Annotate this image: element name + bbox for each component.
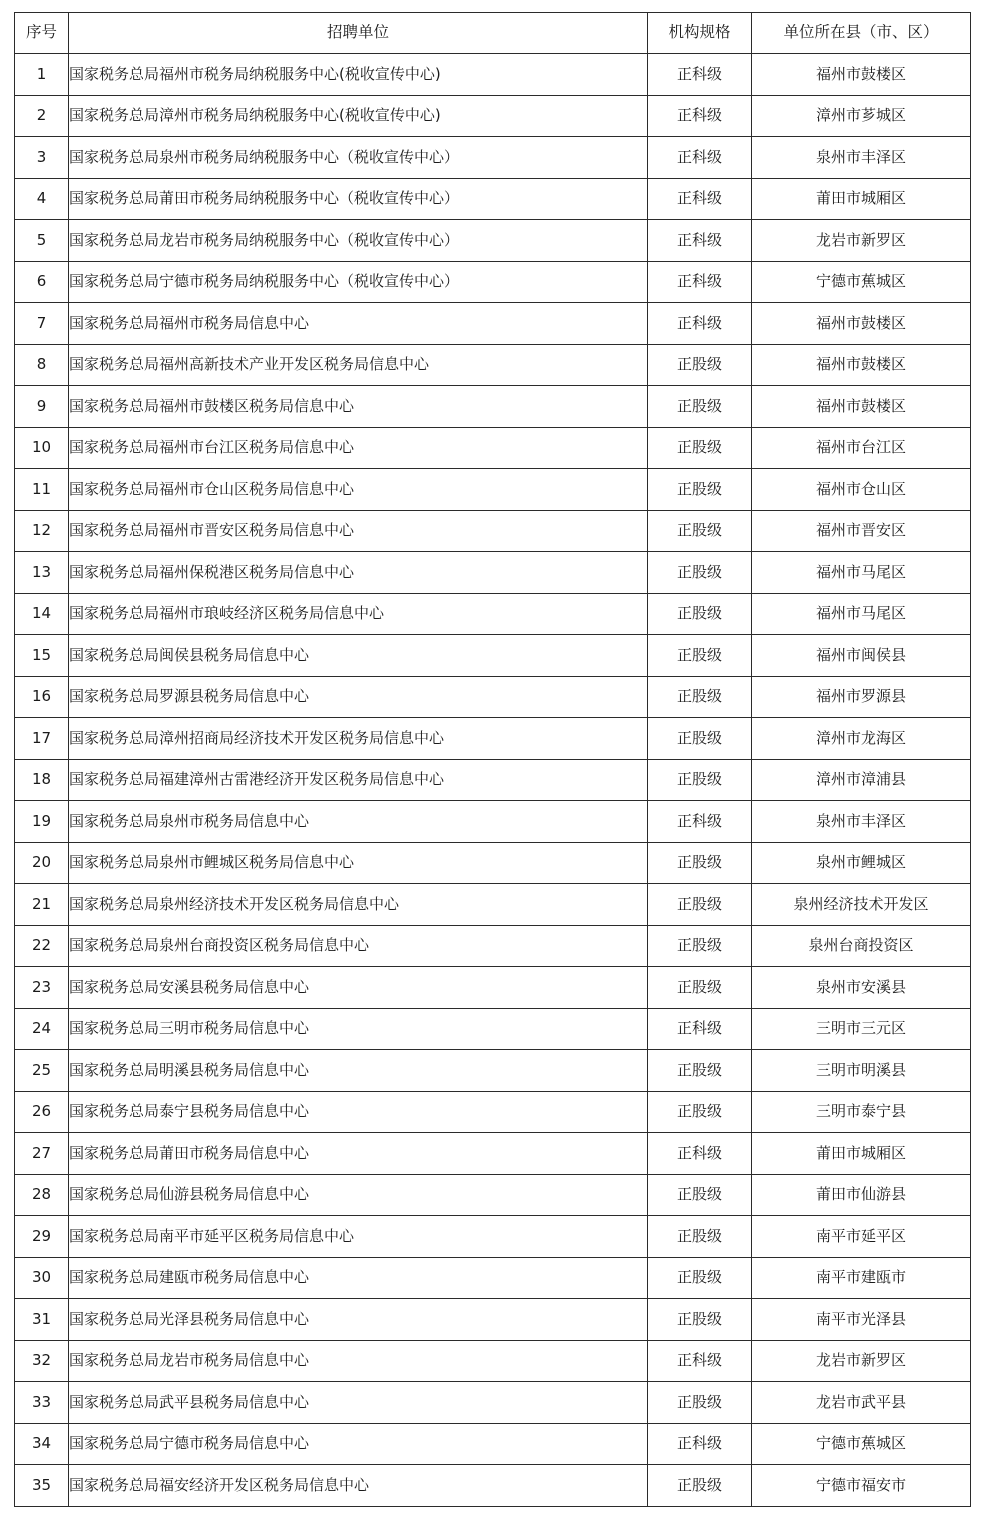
cell-level: 正股级 bbox=[648, 925, 752, 967]
cell-no: 7 bbox=[15, 303, 69, 345]
table-row bbox=[15, 178, 971, 220]
table-row bbox=[15, 510, 971, 552]
table-row bbox=[15, 344, 971, 386]
cell-location: 漳州市漳浦县 bbox=[752, 759, 971, 801]
cell-level: 正股级 bbox=[648, 344, 752, 386]
cell-no: 18 bbox=[15, 759, 69, 801]
cell-unit: 国家税务总局宁德市税务局信息中心 bbox=[69, 1423, 648, 1465]
cell-level: 正股级 bbox=[648, 427, 752, 469]
cell-location: 福州市鼓楼区 bbox=[752, 386, 971, 428]
cell-no: 34 bbox=[15, 1423, 69, 1465]
cell-no: 33 bbox=[15, 1382, 69, 1424]
table-row bbox=[15, 1008, 971, 1050]
cell-unit: 国家税务总局福州市税务局纳税服务中心(税收宣传中心) bbox=[69, 54, 648, 96]
cell-location: 福州市马尾区 bbox=[752, 593, 971, 635]
cell-no: 25 bbox=[15, 1050, 69, 1092]
table-row bbox=[15, 137, 971, 179]
table-row bbox=[15, 54, 971, 96]
table-row bbox=[15, 552, 971, 594]
cell-location: 泉州台商投资区 bbox=[752, 925, 971, 967]
cell-location: 福州市鼓楼区 bbox=[752, 344, 971, 386]
cell-unit: 国家税务总局龙岩市税务局纳税服务中心（税收宣传中心） bbox=[69, 220, 648, 262]
cell-no: 20 bbox=[15, 842, 69, 884]
table-row bbox=[15, 1050, 971, 1092]
cell-location: 三明市三元区 bbox=[752, 1008, 971, 1050]
cell-no: 27 bbox=[15, 1133, 69, 1175]
cell-unit: 国家税务总局泰宁县税务局信息中心 bbox=[69, 1091, 648, 1133]
cell-no: 28 bbox=[15, 1174, 69, 1216]
cell-unit: 国家税务总局南平市延平区税务局信息中心 bbox=[69, 1216, 648, 1258]
cell-no: 16 bbox=[15, 676, 69, 718]
cell-no: 35 bbox=[15, 1465, 69, 1507]
table-row bbox=[15, 635, 971, 677]
table-row bbox=[15, 593, 971, 635]
cell-unit: 国家税务总局福安经济开发区税务局信息中心 bbox=[69, 1465, 648, 1507]
cell-level: 正科级 bbox=[648, 801, 752, 843]
cell-level: 正股级 bbox=[648, 386, 752, 428]
cell-level: 正科级 bbox=[648, 1423, 752, 1465]
cell-level: 正股级 bbox=[648, 1465, 752, 1507]
cell-no: 26 bbox=[15, 1091, 69, 1133]
cell-unit: 国家税务总局建瓯市税务局信息中心 bbox=[69, 1257, 648, 1299]
cell-no: 5 bbox=[15, 220, 69, 262]
cell-level: 正股级 bbox=[648, 759, 752, 801]
cell-level: 正科级 bbox=[648, 1008, 752, 1050]
cell-unit: 国家税务总局三明市税务局信息中心 bbox=[69, 1008, 648, 1050]
cell-location: 泉州市鲤城区 bbox=[752, 842, 971, 884]
cell-level: 正股级 bbox=[648, 1257, 752, 1299]
cell-level: 正股级 bbox=[648, 469, 752, 511]
cell-location: 漳州市芗城区 bbox=[752, 95, 971, 137]
cell-level: 正股级 bbox=[648, 718, 752, 760]
table-row bbox=[15, 925, 971, 967]
table-row bbox=[15, 427, 971, 469]
table-header bbox=[15, 13, 971, 54]
cell-location: 南平市建瓯市 bbox=[752, 1257, 971, 1299]
cell-level: 正股级 bbox=[648, 1091, 752, 1133]
cell-level: 正股级 bbox=[648, 967, 752, 1009]
cell-location: 三明市泰宁县 bbox=[752, 1091, 971, 1133]
cell-unit: 国家税务总局仙游县税务局信息中心 bbox=[69, 1174, 648, 1216]
cell-no: 17 bbox=[15, 718, 69, 760]
cell-no: 30 bbox=[15, 1257, 69, 1299]
cell-no: 22 bbox=[15, 925, 69, 967]
cell-location: 泉州经济技术开发区 bbox=[752, 884, 971, 926]
table-row bbox=[15, 1299, 971, 1341]
cell-unit: 国家税务总局泉州经济技术开发区税务局信息中心 bbox=[69, 884, 648, 926]
cell-unit: 国家税务总局莆田市税务局信息中心 bbox=[69, 1133, 648, 1175]
cell-no: 12 bbox=[15, 510, 69, 552]
table-row bbox=[15, 1465, 971, 1507]
cell-location: 龙岩市新罗区 bbox=[752, 220, 971, 262]
cell-location: 福州市鼓楼区 bbox=[752, 54, 971, 96]
cell-level: 正科级 bbox=[648, 1133, 752, 1175]
cell-unit: 国家税务总局莆田市税务局纳税服务中心（税收宣传中心） bbox=[69, 178, 648, 220]
cell-unit: 国家税务总局福州市税务局信息中心 bbox=[69, 303, 648, 345]
cell-level: 正股级 bbox=[648, 1174, 752, 1216]
cell-no: 14 bbox=[15, 593, 69, 635]
header-level: 机构规格 bbox=[648, 13, 752, 54]
cell-no: 3 bbox=[15, 137, 69, 179]
cell-no: 4 bbox=[15, 178, 69, 220]
cell-level: 正科级 bbox=[648, 54, 752, 96]
cell-level: 正股级 bbox=[648, 510, 752, 552]
cell-level: 正股级 bbox=[648, 593, 752, 635]
table-row bbox=[15, 220, 971, 262]
cell-no: 19 bbox=[15, 801, 69, 843]
cell-unit: 国家税务总局泉州市鲤城区税务局信息中心 bbox=[69, 842, 648, 884]
table-row bbox=[15, 759, 971, 801]
cell-no: 8 bbox=[15, 344, 69, 386]
cell-no: 24 bbox=[15, 1008, 69, 1050]
table-row bbox=[15, 842, 971, 884]
cell-level: 正股级 bbox=[648, 884, 752, 926]
cell-unit: 国家税务总局漳州市税务局纳税服务中心(税收宣传中心) bbox=[69, 95, 648, 137]
cell-location: 福州市仓山区 bbox=[752, 469, 971, 511]
table-row bbox=[15, 95, 971, 137]
cell-unit: 国家税务总局福州市晋安区税务局信息中心 bbox=[69, 510, 648, 552]
cell-unit: 国家税务总局福州市琅岐经济区税务局信息中心 bbox=[69, 593, 648, 635]
table-row bbox=[15, 718, 971, 760]
cell-level: 正股级 bbox=[648, 676, 752, 718]
cell-level: 正科级 bbox=[648, 137, 752, 179]
recruitment-table bbox=[14, 12, 971, 1507]
cell-location: 福州市台江区 bbox=[752, 427, 971, 469]
cell-level: 正股级 bbox=[648, 1299, 752, 1341]
cell-location: 福州市马尾区 bbox=[752, 552, 971, 594]
cell-location: 福州市晋安区 bbox=[752, 510, 971, 552]
cell-unit: 国家税务总局漳州招商局经济技术开发区税务局信息中心 bbox=[69, 718, 648, 760]
cell-no: 31 bbox=[15, 1299, 69, 1341]
cell-location: 三明市明溪县 bbox=[752, 1050, 971, 1092]
cell-no: 13 bbox=[15, 552, 69, 594]
cell-unit: 国家税务总局安溪县税务局信息中心 bbox=[69, 967, 648, 1009]
cell-location: 龙岩市新罗区 bbox=[752, 1340, 971, 1382]
cell-unit: 国家税务总局光泽县税务局信息中心 bbox=[69, 1299, 648, 1341]
table-row bbox=[15, 1216, 971, 1258]
cell-location: 南平市光泽县 bbox=[752, 1299, 971, 1341]
cell-no: 1 bbox=[15, 54, 69, 96]
cell-location: 龙岩市武平县 bbox=[752, 1382, 971, 1424]
cell-unit: 国家税务总局泉州市税务局信息中心 bbox=[69, 801, 648, 843]
table-row bbox=[15, 1257, 971, 1299]
cell-level: 正股级 bbox=[648, 842, 752, 884]
table-row bbox=[15, 1340, 971, 1382]
cell-location: 莆田市城厢区 bbox=[752, 178, 971, 220]
header-no: 序号 bbox=[15, 13, 69, 54]
cell-no: 6 bbox=[15, 261, 69, 303]
cell-unit: 国家税务总局罗源县税务局信息中心 bbox=[69, 676, 648, 718]
cell-level: 正科级 bbox=[648, 303, 752, 345]
header-row bbox=[15, 13, 971, 54]
cell-no: 21 bbox=[15, 884, 69, 926]
table-row bbox=[15, 1174, 971, 1216]
cell-level: 正科级 bbox=[648, 178, 752, 220]
cell-no: 32 bbox=[15, 1340, 69, 1382]
table-row bbox=[15, 469, 971, 511]
table-row bbox=[15, 1091, 971, 1133]
cell-level: 正股级 bbox=[648, 552, 752, 594]
table-row bbox=[15, 967, 971, 1009]
table-body bbox=[15, 54, 971, 1507]
table-row bbox=[15, 303, 971, 345]
cell-level: 正股级 bbox=[648, 635, 752, 677]
cell-unit: 国家税务总局泉州台商投资区税务局信息中心 bbox=[69, 925, 648, 967]
cell-no: 29 bbox=[15, 1216, 69, 1258]
cell-unit: 国家税务总局福州高新技术产业开发区税务局信息中心 bbox=[69, 344, 648, 386]
table-row bbox=[15, 1382, 971, 1424]
recruitment-table-sheet bbox=[14, 12, 970, 1507]
cell-location: 泉州市丰泽区 bbox=[752, 137, 971, 179]
cell-location: 泉州市丰泽区 bbox=[752, 801, 971, 843]
cell-unit: 国家税务总局福州市台江区税务局信息中心 bbox=[69, 427, 648, 469]
table-row bbox=[15, 801, 971, 843]
cell-location: 泉州市安溪县 bbox=[752, 967, 971, 1009]
cell-location: 福州市闽侯县 bbox=[752, 635, 971, 677]
cell-location: 福州市鼓楼区 bbox=[752, 303, 971, 345]
table-row bbox=[15, 676, 971, 718]
cell-level: 正股级 bbox=[648, 1216, 752, 1258]
cell-no: 2 bbox=[15, 95, 69, 137]
cell-location: 福州市罗源县 bbox=[752, 676, 971, 718]
cell-unit: 国家税务总局福州保税港区税务局信息中心 bbox=[69, 552, 648, 594]
cell-unit: 国家税务总局武平县税务局信息中心 bbox=[69, 1382, 648, 1424]
table-row bbox=[15, 1133, 971, 1175]
cell-location: 宁德市福安市 bbox=[752, 1465, 971, 1507]
table-row bbox=[15, 261, 971, 303]
cell-level: 正科级 bbox=[648, 261, 752, 303]
cell-level: 正股级 bbox=[648, 1382, 752, 1424]
table-row bbox=[15, 1423, 971, 1465]
cell-unit: 国家税务总局泉州市税务局纳税服务中心（税收宣传中心） bbox=[69, 137, 648, 179]
cell-no: 11 bbox=[15, 469, 69, 511]
cell-no: 15 bbox=[15, 635, 69, 677]
cell-level: 正科级 bbox=[648, 220, 752, 262]
cell-location: 宁德市蕉城区 bbox=[752, 261, 971, 303]
cell-unit: 国家税务总局明溪县税务局信息中心 bbox=[69, 1050, 648, 1092]
table-row bbox=[15, 884, 971, 926]
cell-location: 南平市延平区 bbox=[752, 1216, 971, 1258]
cell-unit: 国家税务总局宁德市税务局纳税服务中心（税收宣传中心） bbox=[69, 261, 648, 303]
cell-level: 正科级 bbox=[648, 95, 752, 137]
cell-unit: 国家税务总局龙岩市税务局信息中心 bbox=[69, 1340, 648, 1382]
cell-level: 正科级 bbox=[648, 1340, 752, 1382]
cell-unit: 国家税务总局福州市仓山区税务局信息中心 bbox=[69, 469, 648, 511]
cell-level: 正股级 bbox=[648, 1050, 752, 1092]
cell-no: 10 bbox=[15, 427, 69, 469]
cell-no: 23 bbox=[15, 967, 69, 1009]
cell-unit: 国家税务总局闽侯县税务局信息中心 bbox=[69, 635, 648, 677]
cell-unit: 国家税务总局福州市鼓楼区税务局信息中心 bbox=[69, 386, 648, 428]
cell-no: 9 bbox=[15, 386, 69, 428]
cell-location: 莆田市城厢区 bbox=[752, 1133, 971, 1175]
cell-unit: 国家税务总局福建漳州古雷港经济开发区税务局信息中心 bbox=[69, 759, 648, 801]
cell-location: 漳州市龙海区 bbox=[752, 718, 971, 760]
cell-location: 莆田市仙游县 bbox=[752, 1174, 971, 1216]
table-row bbox=[15, 386, 971, 428]
header-location: 单位所在县（市、区） bbox=[752, 13, 971, 54]
cell-location: 宁德市蕉城区 bbox=[752, 1423, 971, 1465]
header-unit: 招聘单位 bbox=[69, 13, 648, 54]
